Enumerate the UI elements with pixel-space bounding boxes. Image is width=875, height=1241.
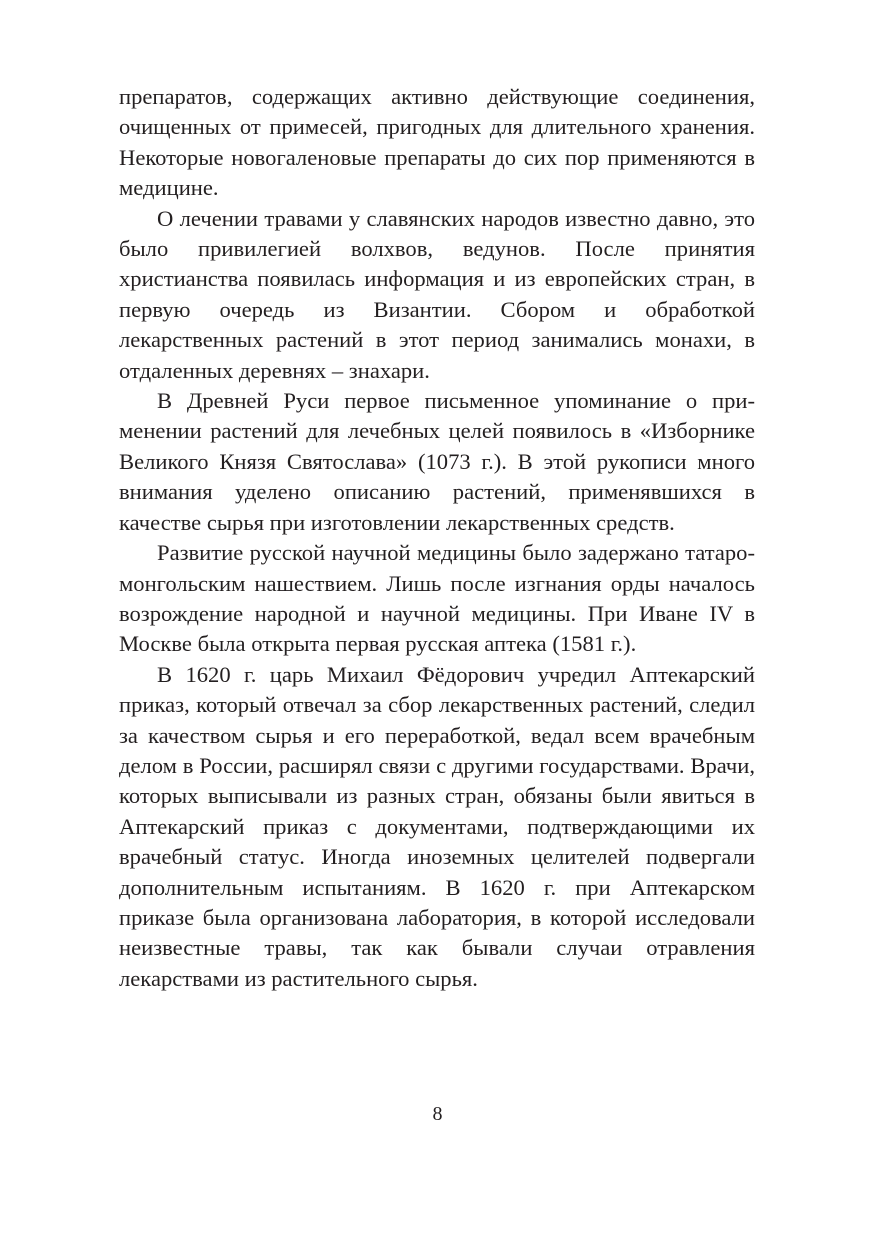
paragraph-4: Развитие русской научной медицины было задержано татаро-монгольским нашествием. Лишь после изгнания орды началось возрождение народной и научной медицины. При Иване IV в Москве была открыта первая русская аптека (1581 г.).	[119, 540, 755, 657]
paragraph-1: препаратов, содержащих активно действующие соединения, очищенных от примесей, пригодных для длительного хранения. Некоторые новогаленовые препараты до сих пор применяются в медицине.	[119, 84, 755, 201]
paragraph-3: В Древней Руси первое письменное упоминание о применении растений для лечебных целей появилось в «Изборнике Великого Князя Святослава» (1073 г.). В этой рукописи много внимания уделено описанию растений, применявшихся в качестве сырья при изготовлении лекарственных средств.	[119, 388, 755, 535]
paragraph-2: О лечении травами у славянских народов известно давно, это было привилегией волхвов, ведунов. После принятия христианства появилась информация и из европейских стран, в первую очередь из Византии. Сбором и обработкой лекарственных растений в этот период занимались монахи, в отдаленных деревнях – знахари.	[119, 205, 755, 383]
body-text	[119, 82, 755, 994]
page-number: 8	[432, 1103, 443, 1125]
paragraph-5: В 1620 г. царь Михаил Фёдорович учредил Аптекарский приказ, который отвечал за сбор лекарственных растений, следил за качеством сырья и его переработкой, ведал всем врачебным делом в России, расширял связи с другими государствами. Врачи, которых выписывали из разных стран, обязаны были явиться в Аптекарский приказ с документами, подтверждающими их врачебный статус. Иногда иноземных целителей подвергали дополнительным испытаниям. В 1620 г. при Аптекарском приказе была организована лаборатория, в которой исследовали неизвестные травы, так как бывали случаи отравления лекарствами из растительного сырья.	[119, 661, 755, 991]
